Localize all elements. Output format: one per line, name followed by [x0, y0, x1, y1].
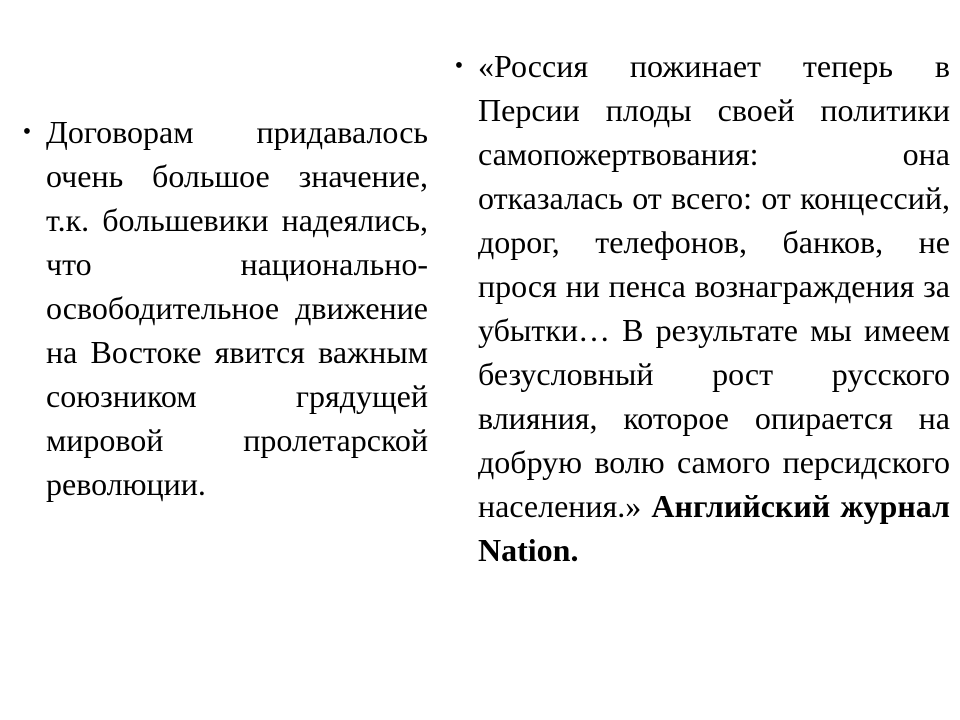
left-bullet-item — [8, 110, 428, 506]
left-paragraph: Договорам придавалось очень большое значение, т.к. большевики надеялись, что национально-освободительное движение на Востоке явится важным союзником грядущей мировой пролетарской революции. — [46, 114, 428, 502]
bullet-icon: • — [22, 119, 32, 145]
quote-source: Английский журнал Nation. — [478, 488, 951, 568]
quote-text: «Россия пожинает теперь в Персии плоды своей политики самопожертвования: она отказалась от всего: от концессий, дорог, телефонов, банков, не прося ни пенса вознаграждения за убытки… В результате мы имеем безусловный рост русского влияния, которое опирается на добрую волю самого персидского населения.» — [478, 48, 950, 524]
right-column — [440, 44, 950, 572]
right-paragraph — [478, 44, 950, 572]
bullet-icon: • — [454, 53, 464, 79]
right-bullet-item — [440, 44, 950, 572]
left-column — [8, 110, 428, 506]
